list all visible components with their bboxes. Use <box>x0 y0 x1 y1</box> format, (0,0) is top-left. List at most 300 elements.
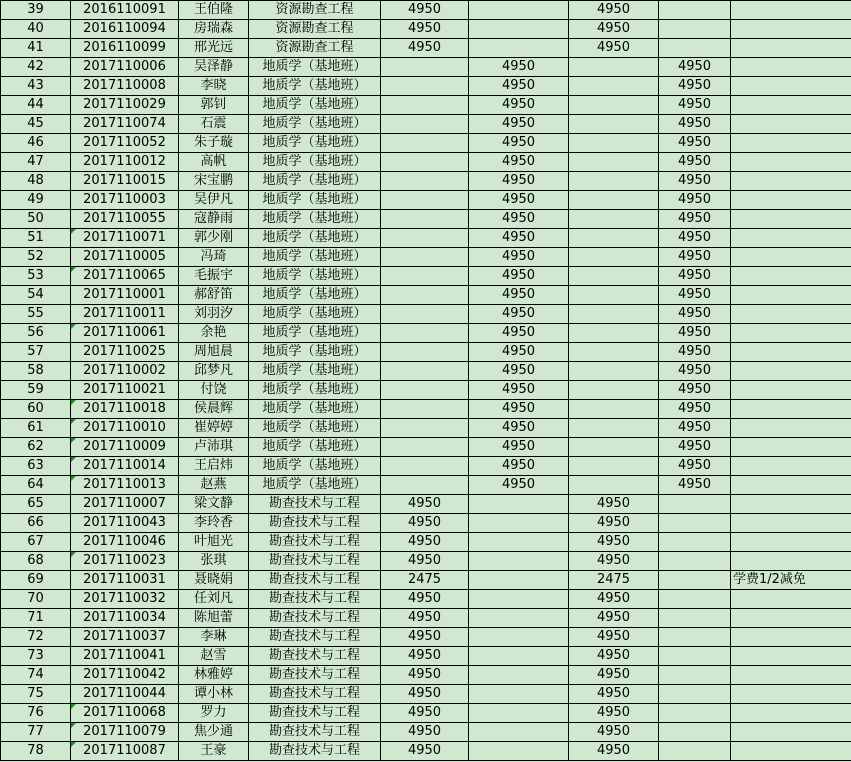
fee-column-a-cell[interactable]: 4950 <box>381 590 469 609</box>
major-cell[interactable]: 资源勘查工程 <box>249 20 381 39</box>
student-name-cell[interactable]: 卢沛琪 <box>179 438 249 457</box>
row-number-cell[interactable]: 58 <box>1 362 71 381</box>
row-number-cell[interactable]: 44 <box>1 96 71 115</box>
row-number-cell[interactable]: 67 <box>1 533 71 552</box>
student-name-cell[interactable]: 梁文静 <box>179 495 249 514</box>
fee-column-c-cell[interactable] <box>569 362 659 381</box>
row-number-cell[interactable]: 53 <box>1 267 71 286</box>
remark-cell[interactable] <box>731 590 851 609</box>
fee-column-d-cell[interactable]: 4950 <box>659 172 731 191</box>
fee-column-b-cell[interactable] <box>469 742 569 761</box>
student-id-cell[interactable]: 2017110087 <box>71 742 179 761</box>
major-cell[interactable]: 地质学（基地班） <box>249 343 381 362</box>
fee-column-d-cell[interactable]: 4950 <box>659 58 731 77</box>
student-id-cell[interactable]: 2017110005 <box>71 248 179 267</box>
student-id-cell[interactable]: 2017110042 <box>71 666 179 685</box>
fee-column-c-cell[interactable] <box>569 153 659 172</box>
fee-column-d-cell[interactable] <box>659 1 731 20</box>
row-number-cell[interactable]: 62 <box>1 438 71 457</box>
student-id-cell[interactable]: 2017110055 <box>71 210 179 229</box>
remark-cell[interactable] <box>731 476 851 495</box>
major-cell[interactable]: 地质学（基地班） <box>249 324 381 343</box>
row-number-cell[interactable]: 48 <box>1 172 71 191</box>
student-name-cell[interactable]: 郭少刚 <box>179 229 249 248</box>
student-id-cell[interactable]: 2017110014 <box>71 457 179 476</box>
remark-cell[interactable] <box>731 267 851 286</box>
remark-cell[interactable] <box>731 324 851 343</box>
remark-cell[interactable] <box>731 647 851 666</box>
fee-column-c-cell[interactable] <box>569 96 659 115</box>
student-id-cell[interactable]: 2017110015 <box>71 172 179 191</box>
fee-column-a-cell[interactable] <box>381 229 469 248</box>
student-id-cell[interactable]: 2017110003 <box>71 191 179 210</box>
row-number-cell[interactable]: 42 <box>1 58 71 77</box>
student-id-cell[interactable]: 2016110099 <box>71 39 179 58</box>
row-number-cell[interactable]: 65 <box>1 495 71 514</box>
student-name-cell[interactable]: 房瑞森 <box>179 20 249 39</box>
remark-cell[interactable] <box>731 153 851 172</box>
student-name-cell[interactable]: 陈旭蕾 <box>179 609 249 628</box>
row-number-cell[interactable]: 74 <box>1 666 71 685</box>
remark-cell[interactable] <box>731 191 851 210</box>
student-name-cell[interactable]: 余艳 <box>179 324 249 343</box>
major-cell[interactable]: 勘查技术与工程 <box>249 704 381 723</box>
student-id-cell[interactable]: 2016110094 <box>71 20 179 39</box>
student-id-cell[interactable]: 2017110046 <box>71 533 179 552</box>
fee-column-a-cell[interactable] <box>381 267 469 286</box>
fee-column-a-cell[interactable] <box>381 134 469 153</box>
row-number-cell[interactable]: 40 <box>1 20 71 39</box>
major-cell[interactable]: 地质学（基地班） <box>249 362 381 381</box>
remark-cell[interactable] <box>731 172 851 191</box>
major-cell[interactable]: 地质学（基地班） <box>249 400 381 419</box>
fee-column-c-cell[interactable]: 4950 <box>569 742 659 761</box>
student-name-cell[interactable]: 王启炜 <box>179 457 249 476</box>
fee-column-b-cell[interactable]: 4950 <box>469 343 569 362</box>
major-cell[interactable]: 地质学（基地班） <box>249 172 381 191</box>
fee-column-b-cell[interactable]: 4950 <box>469 381 569 400</box>
fee-column-b-cell[interactable]: 4950 <box>469 172 569 191</box>
row-number-cell[interactable]: 64 <box>1 476 71 495</box>
remark-cell[interactable] <box>731 210 851 229</box>
fee-column-d-cell[interactable]: 4950 <box>659 324 731 343</box>
remark-cell[interactable] <box>731 362 851 381</box>
row-number-cell[interactable]: 47 <box>1 153 71 172</box>
row-number-cell[interactable]: 63 <box>1 457 71 476</box>
fee-column-b-cell[interactable] <box>469 685 569 704</box>
major-cell[interactable]: 地质学（基地班） <box>249 305 381 324</box>
student-id-cell[interactable]: 2017110065 <box>71 267 179 286</box>
major-cell[interactable]: 勘查技术与工程 <box>249 742 381 761</box>
major-cell[interactable]: 地质学（基地班） <box>249 115 381 134</box>
major-cell[interactable]: 资源勘查工程 <box>249 39 381 58</box>
row-number-cell[interactable]: 52 <box>1 248 71 267</box>
student-id-cell[interactable]: 2017110023 <box>71 552 179 571</box>
student-name-cell[interactable]: 李玲香 <box>179 514 249 533</box>
major-cell[interactable]: 地质学（基地班） <box>249 286 381 305</box>
fee-column-b-cell[interactable]: 4950 <box>469 210 569 229</box>
fee-column-d-cell[interactable] <box>659 20 731 39</box>
row-number-cell[interactable]: 56 <box>1 324 71 343</box>
row-number-cell[interactable]: 70 <box>1 590 71 609</box>
fee-column-b-cell[interactable] <box>469 552 569 571</box>
student-name-cell[interactable]: 李琳 <box>179 628 249 647</box>
major-cell[interactable]: 地质学（基地班） <box>249 229 381 248</box>
major-cell[interactable]: 地质学（基地班） <box>249 96 381 115</box>
fee-column-a-cell[interactable] <box>381 343 469 362</box>
fee-column-b-cell[interactable]: 4950 <box>469 134 569 153</box>
major-cell[interactable]: 地质学（基地班） <box>249 438 381 457</box>
remark-cell[interactable] <box>731 381 851 400</box>
fee-column-c-cell[interactable]: 4950 <box>569 495 659 514</box>
student-name-cell[interactable]: 郭钊 <box>179 96 249 115</box>
fee-column-b-cell[interactable]: 4950 <box>469 457 569 476</box>
row-number-cell[interactable]: 49 <box>1 191 71 210</box>
student-name-cell[interactable]: 王伯隆 <box>179 1 249 20</box>
student-name-cell[interactable]: 吴伊凡 <box>179 191 249 210</box>
remark-cell[interactable] <box>731 229 851 248</box>
fee-column-b-cell[interactable] <box>469 571 569 590</box>
fee-column-a-cell[interactable] <box>381 153 469 172</box>
student-name-cell[interactable]: 崔婷婷 <box>179 419 249 438</box>
fee-column-c-cell[interactable] <box>569 476 659 495</box>
remark-cell[interactable] <box>731 419 851 438</box>
remark-cell[interactable] <box>731 400 851 419</box>
student-id-cell[interactable]: 2016110091 <box>71 1 179 20</box>
major-cell[interactable]: 勘查技术与工程 <box>249 533 381 552</box>
fee-column-b-cell[interactable] <box>469 1 569 20</box>
fee-column-c-cell[interactable] <box>569 172 659 191</box>
student-name-cell[interactable]: 邢光远 <box>179 39 249 58</box>
fee-column-d-cell[interactable]: 4950 <box>659 267 731 286</box>
major-cell[interactable]: 地质学（基地班） <box>249 134 381 153</box>
fee-column-d-cell[interactable]: 4950 <box>659 134 731 153</box>
fee-column-a-cell[interactable] <box>381 381 469 400</box>
remark-cell[interactable] <box>731 723 851 742</box>
fee-column-d-cell[interactable] <box>659 647 731 666</box>
fee-column-b-cell[interactable]: 4950 <box>469 115 569 134</box>
fee-column-c-cell[interactable]: 4950 <box>569 20 659 39</box>
fee-column-a-cell[interactable]: 4950 <box>381 666 469 685</box>
major-cell[interactable]: 勘查技术与工程 <box>249 666 381 685</box>
student-id-cell[interactable]: 2017110001 <box>71 286 179 305</box>
student-name-cell[interactable]: 朱子璇 <box>179 134 249 153</box>
fee-column-c-cell[interactable] <box>569 115 659 134</box>
fee-column-c-cell[interactable] <box>569 324 659 343</box>
student-id-cell[interactable]: 2017110068 <box>71 704 179 723</box>
row-number-cell[interactable]: 55 <box>1 305 71 324</box>
student-id-cell[interactable]: 2017110031 <box>71 571 179 590</box>
fee-column-d-cell[interactable]: 4950 <box>659 438 731 457</box>
student-name-cell[interactable]: 张琪 <box>179 552 249 571</box>
fee-column-d-cell[interactable]: 4950 <box>659 115 731 134</box>
fee-column-c-cell[interactable]: 4950 <box>569 609 659 628</box>
student-id-cell[interactable]: 2017110013 <box>71 476 179 495</box>
student-name-cell[interactable]: 郝舒笛 <box>179 286 249 305</box>
student-id-cell[interactable]: 2017110021 <box>71 381 179 400</box>
fee-column-b-cell[interactable]: 4950 <box>469 419 569 438</box>
fee-column-d-cell[interactable] <box>659 609 731 628</box>
student-name-cell[interactable]: 吴泽静 <box>179 58 249 77</box>
fee-column-d-cell[interactable]: 4950 <box>659 248 731 267</box>
major-cell[interactable]: 地质学（基地班） <box>249 77 381 96</box>
row-number-cell[interactable]: 41 <box>1 39 71 58</box>
fee-column-b-cell[interactable] <box>469 628 569 647</box>
fee-column-a-cell[interactable] <box>381 96 469 115</box>
student-id-cell[interactable]: 2017110034 <box>71 609 179 628</box>
fee-column-c-cell[interactable] <box>569 343 659 362</box>
major-cell[interactable]: 地质学（基地班） <box>249 153 381 172</box>
fee-column-b-cell[interactable]: 4950 <box>469 286 569 305</box>
row-number-cell[interactable]: 66 <box>1 514 71 533</box>
row-number-cell[interactable]: 59 <box>1 381 71 400</box>
remark-cell[interactable] <box>731 609 851 628</box>
fee-column-d-cell[interactable] <box>659 514 731 533</box>
major-cell[interactable]: 地质学（基地班） <box>249 419 381 438</box>
fee-column-b-cell[interactable]: 4950 <box>469 476 569 495</box>
fee-column-c-cell[interactable] <box>569 286 659 305</box>
fee-column-d-cell[interactable]: 4950 <box>659 286 731 305</box>
remark-cell[interactable] <box>731 96 851 115</box>
fee-column-c-cell[interactable] <box>569 229 659 248</box>
fee-column-d-cell[interactable]: 4950 <box>659 191 731 210</box>
fee-column-c-cell[interactable]: 4950 <box>569 666 659 685</box>
row-number-cell[interactable]: 60 <box>1 400 71 419</box>
fee-column-b-cell[interactable] <box>469 39 569 58</box>
fee-column-d-cell[interactable]: 4950 <box>659 77 731 96</box>
remark-cell[interactable] <box>731 552 851 571</box>
row-number-cell[interactable]: 78 <box>1 742 71 761</box>
major-cell[interactable]: 勘查技术与工程 <box>249 723 381 742</box>
major-cell[interactable]: 地质学（基地班） <box>249 58 381 77</box>
fee-column-b-cell[interactable] <box>469 704 569 723</box>
fee-column-d-cell[interactable] <box>659 704 731 723</box>
fee-column-c-cell[interactable] <box>569 381 659 400</box>
fee-column-d-cell[interactable] <box>659 495 731 514</box>
row-number-cell[interactable]: 72 <box>1 628 71 647</box>
remark-cell[interactable] <box>731 134 851 153</box>
fee-column-d-cell[interactable]: 4950 <box>659 343 731 362</box>
remark-cell[interactable] <box>731 286 851 305</box>
remark-cell[interactable] <box>731 58 851 77</box>
fee-column-b-cell[interactable] <box>469 723 569 742</box>
fee-column-d-cell[interactable]: 4950 <box>659 419 731 438</box>
fee-column-a-cell[interactable] <box>381 305 469 324</box>
row-number-cell[interactable]: 43 <box>1 77 71 96</box>
student-name-cell[interactable]: 叶旭光 <box>179 533 249 552</box>
remark-cell[interactable] <box>731 514 851 533</box>
student-id-cell[interactable]: 2017110029 <box>71 96 179 115</box>
student-name-cell[interactable]: 刘羽汐 <box>179 305 249 324</box>
fee-column-b-cell[interactable]: 4950 <box>469 229 569 248</box>
major-cell[interactable]: 地质学（基地班） <box>249 381 381 400</box>
row-number-cell[interactable]: 54 <box>1 286 71 305</box>
fee-column-c-cell[interactable]: 4950 <box>569 552 659 571</box>
fee-column-a-cell[interactable] <box>381 438 469 457</box>
fee-column-b-cell[interactable]: 4950 <box>469 58 569 77</box>
row-number-cell[interactable]: 51 <box>1 229 71 248</box>
row-number-cell[interactable]: 39 <box>1 1 71 20</box>
major-cell[interactable]: 勘查技术与工程 <box>249 647 381 666</box>
fee-column-a-cell[interactable] <box>381 457 469 476</box>
fee-column-a-cell[interactable] <box>381 191 469 210</box>
fee-column-a-cell[interactable] <box>381 248 469 267</box>
row-number-cell[interactable]: 76 <box>1 704 71 723</box>
fee-column-b-cell[interactable]: 4950 <box>469 248 569 267</box>
fee-column-a-cell[interactable]: 2475 <box>381 571 469 590</box>
major-cell[interactable]: 勘查技术与工程 <box>249 495 381 514</box>
student-name-cell[interactable]: 聂晓娟 <box>179 571 249 590</box>
fee-column-c-cell[interactable]: 4950 <box>569 685 659 704</box>
fee-column-b-cell[interactable]: 4950 <box>469 267 569 286</box>
remark-cell[interactable] <box>731 628 851 647</box>
student-name-cell[interactable]: 付饶 <box>179 381 249 400</box>
fee-column-c-cell[interactable]: 2475 <box>569 571 659 590</box>
fee-column-b-cell[interactable]: 4950 <box>469 305 569 324</box>
row-number-cell[interactable]: 61 <box>1 419 71 438</box>
fee-column-b-cell[interactable]: 4950 <box>469 77 569 96</box>
fee-column-c-cell[interactable]: 4950 <box>569 590 659 609</box>
major-cell[interactable]: 地质学（基地班） <box>249 210 381 229</box>
student-name-cell[interactable]: 王豪 <box>179 742 249 761</box>
fee-column-a-cell[interactable]: 4950 <box>381 628 469 647</box>
fee-column-d-cell[interactable] <box>659 628 731 647</box>
major-cell[interactable]: 地质学（基地班） <box>249 191 381 210</box>
student-name-cell[interactable]: 毛振宇 <box>179 267 249 286</box>
student-id-cell[interactable]: 2017110052 <box>71 134 179 153</box>
major-cell[interactable]: 地质学（基地班） <box>249 457 381 476</box>
fee-column-c-cell[interactable]: 4950 <box>569 39 659 58</box>
remark-cell[interactable] <box>731 39 851 58</box>
fee-column-a-cell[interactable] <box>381 172 469 191</box>
fee-column-a-cell[interactable]: 4950 <box>381 1 469 20</box>
remark-cell[interactable] <box>731 457 851 476</box>
fee-column-b-cell[interactable] <box>469 666 569 685</box>
fee-column-b-cell[interactable]: 4950 <box>469 191 569 210</box>
fee-column-d-cell[interactable] <box>659 723 731 742</box>
fee-column-b-cell[interactable]: 4950 <box>469 96 569 115</box>
student-id-cell[interactable]: 2017110008 <box>71 77 179 96</box>
student-id-cell[interactable]: 2017110071 <box>71 229 179 248</box>
fee-column-c-cell[interactable] <box>569 191 659 210</box>
fee-column-b-cell[interactable]: 4950 <box>469 362 569 381</box>
fee-column-a-cell[interactable]: 4950 <box>381 495 469 514</box>
fee-column-d-cell[interactable]: 4950 <box>659 362 731 381</box>
fee-column-a-cell[interactable] <box>381 400 469 419</box>
student-id-cell[interactable]: 2017110012 <box>71 153 179 172</box>
remark-cell[interactable] <box>731 20 851 39</box>
remark-cell[interactable] <box>731 115 851 134</box>
fee-column-a-cell[interactable] <box>381 476 469 495</box>
fee-column-a-cell[interactable] <box>381 419 469 438</box>
fee-column-c-cell[interactable]: 4950 <box>569 704 659 723</box>
fee-column-a-cell[interactable]: 4950 <box>381 685 469 704</box>
fee-column-c-cell[interactable] <box>569 400 659 419</box>
fee-column-c-cell[interactable] <box>569 77 659 96</box>
fee-column-a-cell[interactable]: 4950 <box>381 20 469 39</box>
fee-column-a-cell[interactable]: 4950 <box>381 533 469 552</box>
fee-column-d-cell[interactable] <box>659 685 731 704</box>
student-id-cell[interactable]: 2017110025 <box>71 343 179 362</box>
remark-cell[interactable] <box>731 685 851 704</box>
fee-column-d-cell[interactable] <box>659 533 731 552</box>
fee-column-a-cell[interactable]: 4950 <box>381 704 469 723</box>
major-cell[interactable]: 勘查技术与工程 <box>249 571 381 590</box>
fee-column-a-cell[interactable]: 4950 <box>381 647 469 666</box>
fee-column-a-cell[interactable]: 4950 <box>381 552 469 571</box>
row-number-cell[interactable]: 73 <box>1 647 71 666</box>
major-cell[interactable]: 地质学（基地班） <box>249 476 381 495</box>
fee-column-d-cell[interactable] <box>659 590 731 609</box>
student-id-cell[interactable]: 2017110061 <box>71 324 179 343</box>
student-name-cell[interactable]: 高帆 <box>179 153 249 172</box>
student-name-cell[interactable]: 任刘凡 <box>179 590 249 609</box>
student-id-cell[interactable]: 2017110010 <box>71 419 179 438</box>
fee-column-c-cell[interactable]: 4950 <box>569 723 659 742</box>
fee-column-d-cell[interactable] <box>659 666 731 685</box>
fee-column-b-cell[interactable]: 4950 <box>469 438 569 457</box>
row-number-cell[interactable]: 45 <box>1 115 71 134</box>
row-number-cell[interactable]: 46 <box>1 134 71 153</box>
student-id-cell[interactable]: 2017110074 <box>71 115 179 134</box>
row-number-cell[interactable]: 68 <box>1 552 71 571</box>
fee-column-d-cell[interactable]: 4950 <box>659 210 731 229</box>
student-name-cell[interactable]: 寇静雨 <box>179 210 249 229</box>
fee-column-d-cell[interactable]: 4950 <box>659 476 731 495</box>
fee-column-d-cell[interactable] <box>659 742 731 761</box>
remark-cell[interactable] <box>731 343 851 362</box>
fee-column-d-cell[interactable] <box>659 552 731 571</box>
row-number-cell[interactable]: 75 <box>1 685 71 704</box>
student-id-cell[interactable]: 2017110006 <box>71 58 179 77</box>
fee-column-d-cell[interactable]: 4950 <box>659 96 731 115</box>
remark-cell[interactable] <box>731 666 851 685</box>
row-number-cell[interactable]: 69 <box>1 571 71 590</box>
fee-column-b-cell[interactable] <box>469 533 569 552</box>
student-id-cell[interactable]: 2017110009 <box>71 438 179 457</box>
student-name-cell[interactable]: 宋宝鹏 <box>179 172 249 191</box>
fee-column-c-cell[interactable]: 4950 <box>569 647 659 666</box>
remark-cell[interactable] <box>731 248 851 267</box>
major-cell[interactable]: 资源勘查工程 <box>249 1 381 20</box>
fee-column-a-cell[interactable] <box>381 286 469 305</box>
remark-cell[interactable]: 学费1/2减免 <box>731 571 851 590</box>
major-cell[interactable]: 地质学（基地班） <box>249 248 381 267</box>
fee-column-a-cell[interactable]: 4950 <box>381 609 469 628</box>
row-number-cell[interactable]: 77 <box>1 723 71 742</box>
fee-column-a-cell[interactable]: 4950 <box>381 514 469 533</box>
student-id-cell[interactable]: 2017110044 <box>71 685 179 704</box>
fee-column-c-cell[interactable] <box>569 248 659 267</box>
fee-column-d-cell[interactable]: 4950 <box>659 153 731 172</box>
fee-column-d-cell[interactable]: 4950 <box>659 400 731 419</box>
fee-column-a-cell[interactable] <box>381 115 469 134</box>
major-cell[interactable]: 勘查技术与工程 <box>249 552 381 571</box>
remark-cell[interactable] <box>731 533 851 552</box>
fee-column-d-cell[interactable]: 4950 <box>659 381 731 400</box>
fee-column-c-cell[interactable] <box>569 419 659 438</box>
row-number-cell[interactable]: 71 <box>1 609 71 628</box>
fee-column-a-cell[interactable]: 4950 <box>381 742 469 761</box>
student-name-cell[interactable]: 谭小林 <box>179 685 249 704</box>
fee-column-b-cell[interactable]: 4950 <box>469 324 569 343</box>
student-name-cell[interactable]: 赵雪 <box>179 647 249 666</box>
major-cell[interactable]: 勘查技术与工程 <box>249 609 381 628</box>
remark-cell[interactable] <box>731 1 851 20</box>
student-name-cell[interactable]: 石震 <box>179 115 249 134</box>
fee-column-b-cell[interactable] <box>469 609 569 628</box>
student-name-cell[interactable]: 焦少通 <box>179 723 249 742</box>
